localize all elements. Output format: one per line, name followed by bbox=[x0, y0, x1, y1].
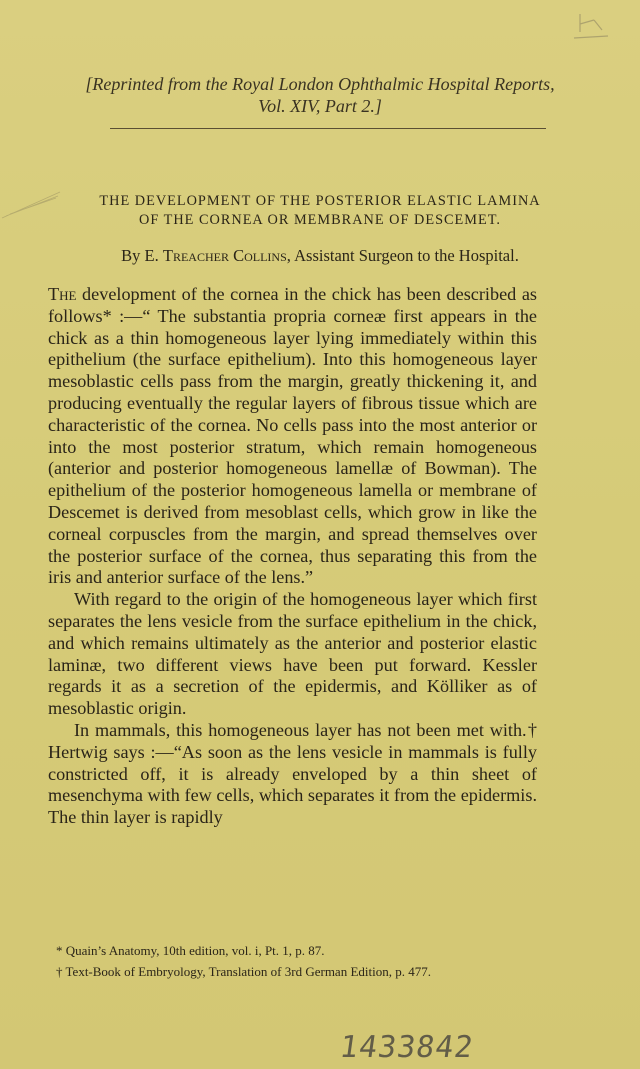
paragraph-3: In mammals, this homogeneous layer has not been met with.† Hertwig says :—“As soon as the lens vesicle in mammals is fully constricted off, it is already enveloped by a thin sheet of mesenchyma with few cells, which separates it from the epidermis. The thin layer is rapidly bbox=[48, 719, 537, 828]
footnote-2: † Text-Book of Embryology, Translation of 3rd German Edition, p. 477. bbox=[56, 964, 431, 979]
article-title-line2: OF THE CORNEA OR MEMBRANE OF DESCEMET. bbox=[139, 212, 501, 228]
footnotes bbox=[40, 940, 600, 982]
article-title bbox=[30, 192, 610, 230]
byline-suffix: , Assistant Surgeon to the Hospital. bbox=[286, 246, 519, 265]
byline-prefix: By E. bbox=[121, 246, 163, 265]
paragraph-1-lead: The bbox=[48, 284, 77, 304]
reprint-note-line1: [Reprinted from the Royal London Ophthalmic Hospital Reports, bbox=[85, 74, 555, 94]
handwritten-accession-number: 1433842 bbox=[337, 1030, 476, 1065]
article-body bbox=[48, 284, 537, 829]
article-title-line1: THE DEVELOPMENT OF THE POSTERIOR ELASTIC LAMINA bbox=[99, 193, 541, 209]
author-name: Treacher Collins bbox=[162, 246, 287, 265]
paragraph-2: With regard to the origin of the homogeneous layer which first separates the lens vesicle from the surface epithelium in the chick, and which remains ultimately as the anterior and posterior elastic laminæ, two different views have been put forward. Kessler regards it as a secretion of the epidermis, and Kölliker as of mesoblastic origin. bbox=[48, 589, 537, 719]
footnote-1: * Quain’s Anatomy, 10th edition, vol. i, Pt. 1, p. 87. bbox=[56, 943, 325, 958]
reprint-note-line2: Vol. XIV, Part 2.] bbox=[258, 96, 382, 116]
byline bbox=[30, 246, 610, 266]
paragraph-1 bbox=[48, 284, 537, 589]
paragraph-1-text: development of the cornea in the chick has been described as follows* :—“ The substantia propria corneæ first appears in the chick as a thin homogeneous layer lying immediately within this epithelium (the surface epithelium). Into this homogeneous layer mesoblastic cells pass from the margin, greatly thickening it, and producing eventually the regular layers of fibrous tissue which are characteristic of the cornea. No cells pass into the most anterior or into the most posterior stratum, which remain homogeneous (anterior and posterior homogeneous lamellæ of Bowman). The epithelium of the posterior homogeneous lamella or membrane of Descemet is derived from mesoblast cells, which grow in like the corneal corpuscles from the margin, and spread themselves over the posterior surface of the cornea, thus separating this from the iris and anterior surface of the lens.” bbox=[48, 284, 537, 588]
pencil-mark-icon bbox=[572, 10, 610, 42]
header-rule bbox=[110, 128, 546, 129]
reprint-note bbox=[40, 73, 600, 117]
